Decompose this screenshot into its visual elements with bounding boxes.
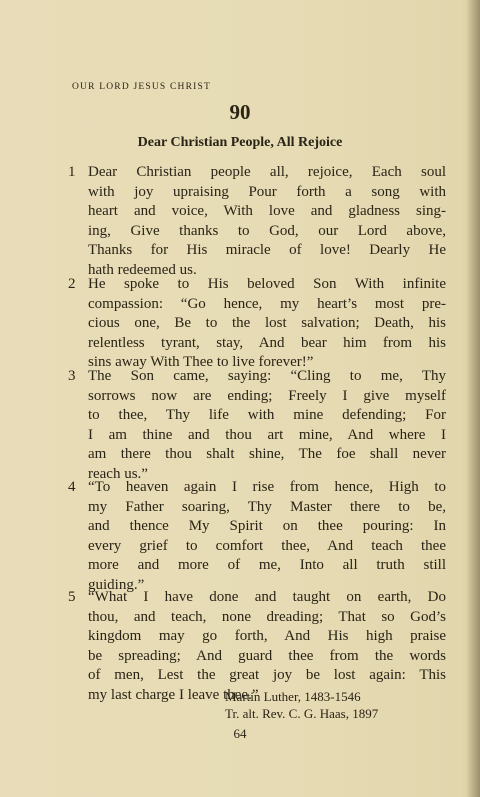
credit-translator: Tr. alt. Rev. C. G. Haas, 1897 — [225, 706, 379, 721]
stanza-line: “To heaven again I rise from hence, High to — [88, 479, 446, 495]
running-head: OUR LORD JESUS CHRIST — [72, 82, 211, 92]
stanza-line: He spoke to His beloved Son With infinite — [88, 276, 446, 292]
stanza-line: hath redeemed us. — [88, 261, 197, 278]
stanza-line: to thee, Thy life with mine defending; For — [88, 407, 446, 423]
stanza-line: kingdom may go forth, And His high praise — [88, 628, 446, 644]
stanza-line: and thence My Spirit on thee pouring: In — [88, 518, 446, 534]
stanza-number: 1 — [68, 164, 76, 180]
stanza-line: Thanks for His miracle of love! Dearly He — [88, 242, 446, 258]
stanza-3 — [68, 367, 446, 484]
stanza-line: relentless tyrant, stay, And bear him from his — [88, 334, 446, 351]
stanza-line: Dear Christian people all, rejoice, Each soul — [88, 164, 446, 180]
stanza-line: heart and voice, With love and gladness sing- — [88, 203, 446, 219]
hymn-number: 90 — [229, 100, 251, 124]
hymn-title: Dear Christian People, All Rejoice — [137, 135, 343, 150]
stanza-line: reach us.” — [88, 465, 148, 482]
stanza-number: 4 — [68, 479, 76, 495]
stanza-line: sorrows now are ending; Freely I give myself — [88, 387, 446, 404]
stanza-number: 5 — [68, 589, 76, 605]
stanza-line: ing, Give thanks to God, our Lord above, — [88, 222, 446, 239]
stanza-line: “What I have done and taught on earth, Do — [88, 589, 446, 605]
stanza-line: sins away With Thee to live forever!” — [88, 354, 314, 370]
stanza-line: thou, and teach, none dreading; That so God’s — [88, 608, 446, 625]
stanza-line: cious one, Be to the lost salvation; Death, his — [88, 315, 446, 331]
stanza-line: my Father soaring, Thy Master there to be, — [88, 498, 446, 515]
stanza-line: I am thine and thou art mine, And where I — [88, 426, 446, 443]
stanza-line: of men, Lest the great joy be lost again: This — [88, 667, 446, 683]
stanza-number: 2 — [68, 276, 76, 292]
stanza-line: am there thou shalt shine, The foe shall never — [88, 446, 446, 462]
stanza-1 — [68, 163, 446, 280]
stanza-line: my last charge I leave thee.” — [88, 686, 259, 703]
stanza-line: The Son came, saying: “Cling to me, Thy — [88, 368, 446, 384]
stanza-4 — [68, 478, 446, 595]
stanza-line: compassion: “Go hence, my heart’s most pre- — [88, 295, 446, 312]
stanza-2 — [68, 275, 446, 373]
credits — [225, 688, 378, 722]
page-number: 64 — [233, 726, 247, 741]
stanza-line: guiding.” — [88, 576, 145, 593]
stanza-line: every grief to comfort thee, And teach thee — [88, 537, 446, 554]
stanza-line: more and more of me, Into all truth still — [88, 557, 446, 573]
stanza-line: be spreading; And guard thee from the words — [88, 647, 446, 664]
stanza-number: 3 — [68, 368, 76, 384]
stanza-line: with joy upraising Pour forth a song with — [88, 183, 446, 200]
credit-author: Martin Luther, 1483-1546 — [225, 689, 361, 704]
